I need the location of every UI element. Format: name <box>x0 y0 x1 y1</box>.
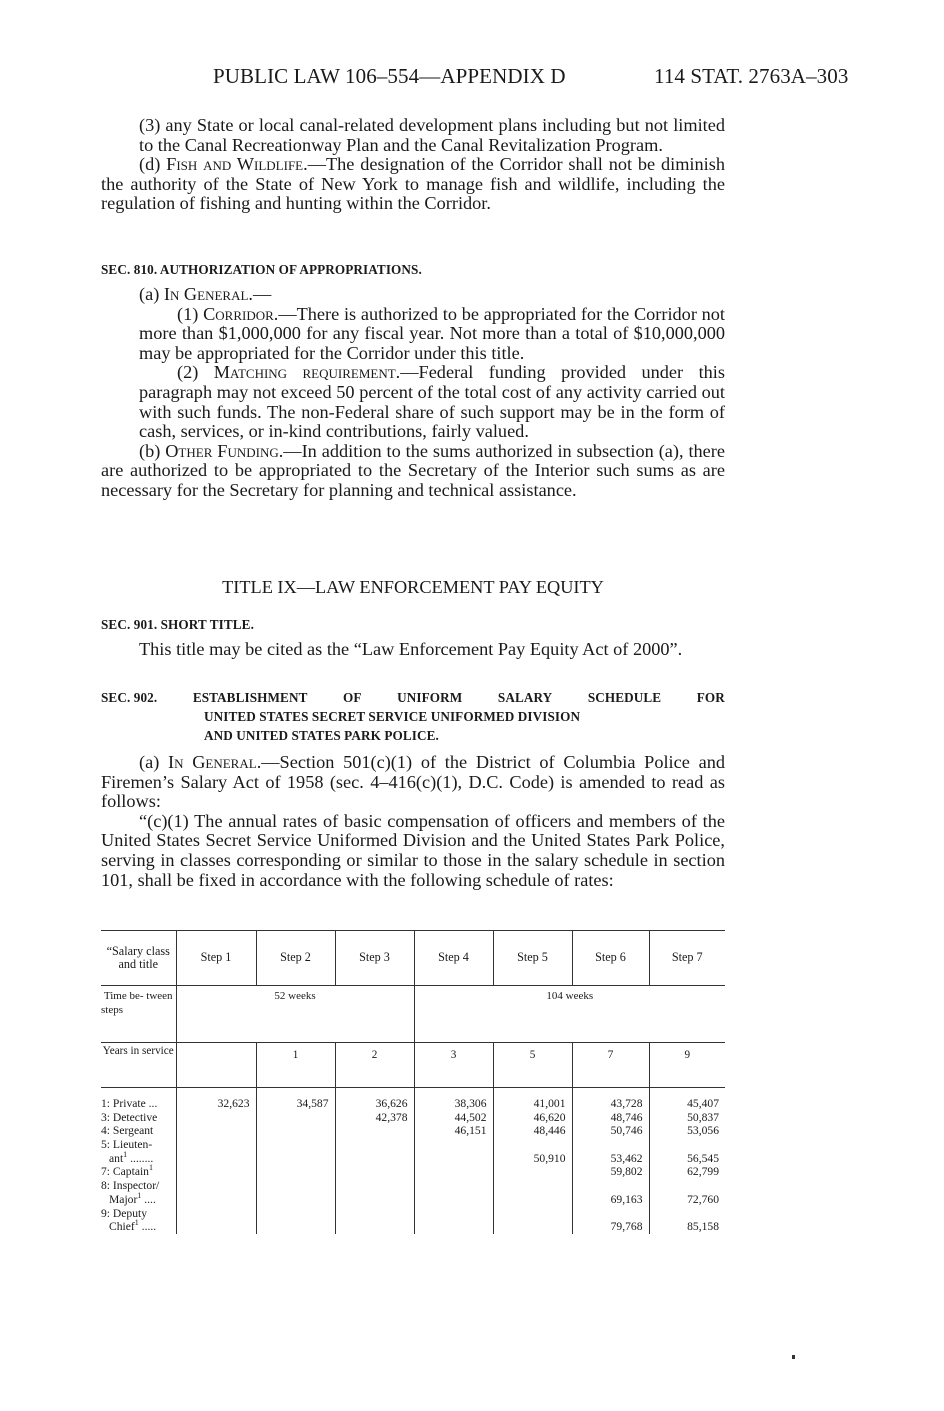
salary-cell <box>336 1220 408 1234</box>
rank-detective: 3: Detective <box>101 1110 158 1124</box>
time-span-104-weeks: 104 weeks <box>414 986 725 1043</box>
salary-cell <box>494 1193 566 1207</box>
salary-cell: 45,407 <box>687 1097 719 1110</box>
salary-cell: 43,728 <box>610 1097 643 1110</box>
footnote-marker: 1 <box>137 1190 142 1200</box>
step-6-column <box>572 1088 649 1234</box>
step-4-column <box>414 1088 493 1234</box>
years-cell: 2 <box>335 1043 414 1088</box>
rank-chief-text: Chief <box>109 1220 135 1234</box>
salary-cell <box>336 1165 408 1179</box>
salary-cell <box>336 1152 408 1166</box>
years-cell: 9 <box>649 1043 725 1088</box>
salary-cell <box>257 1193 329 1207</box>
header-step-7: Step 7 <box>649 931 725 986</box>
salary-cell <box>257 1165 329 1179</box>
salary-cell: 50,746 <box>610 1124 643 1138</box>
section-902-subsection-a <box>101 753 725 812</box>
subsection-d-heading: Fish and Wildlife <box>166 154 304 175</box>
section-902-heading-line1 <box>101 688 725 707</box>
time-between-steps-row <box>101 986 725 1043</box>
subsection-b-label: (b) <box>139 440 166 461</box>
subsection-a-heading: In General <box>163 284 249 304</box>
step-5-column <box>493 1088 572 1234</box>
salary-cell <box>177 1165 250 1179</box>
salary-cell <box>336 1193 408 1207</box>
subsection-b <box>101 442 725 501</box>
salary-cell <box>415 1165 487 1179</box>
salary-cell <box>494 1220 566 1234</box>
rank-sergeant: 4: Sergeant <box>101 1124 154 1138</box>
section-810-heading: SEC. 810. AUTHORIZATION OF APPROPRIATIONS. <box>101 262 422 277</box>
salary-cell <box>177 1193 250 1207</box>
years-in-service-label: Years in service <box>101 1043 176 1088</box>
salary-cell: 56,545 <box>687 1151 719 1165</box>
section-810-body <box>101 285 725 501</box>
salary-cell <box>177 1220 250 1234</box>
salary-cell <box>177 1111 250 1125</box>
quoted-c1-text: “(c)(1) The annual rates of basic compensation of officers and members of the United States Secret Service Uniformed Division and the United States Park Police, serving in classes corresponding or similar to those in the salary schedule in section 101, shall be fixed in accordance with the following schedule of rates: <box>101 810 725 890</box>
table-header-row <box>101 931 725 986</box>
heading-word: ESTABLISHMENT <box>192 690 308 705</box>
header-page-number: 114 STAT. 2763A–303 <box>654 64 849 88</box>
subsection-b-heading: Other Funding <box>165 440 279 461</box>
years-cell: 3 <box>414 1043 493 1088</box>
rank-lieutenant-text: ant <box>109 1151 124 1165</box>
subsection-a-text: .—Section 501(c)(1) of the District of Columbia Police and Firemen’s Salary Act of 1958 (sec. 4–416(c)(1), D.C. Code) is amended to read as follows: <box>101 752 725 812</box>
salary-cell <box>257 1152 329 1166</box>
salary-cell: 50,910 <box>533 1151 566 1165</box>
leader-dots: ........ <box>127 1151 154 1165</box>
paragraph-3-text: (3) any State or local canal-related development plans including but not limited to the Canal Recreationway Plan and the Canal Revitalization Program. <box>139 115 725 155</box>
salary-cell: 50,837 <box>687 1110 719 1124</box>
section-902-heading <box>101 688 725 745</box>
subsection-d-label: (d) <box>139 154 167 175</box>
salary-schedule-table <box>101 930 725 1234</box>
leader-dots: .... <box>141 1192 156 1206</box>
heading-word: OF <box>343 690 362 705</box>
salary-data-row <box>101 1088 725 1234</box>
step-3-column <box>335 1088 414 1234</box>
paragraph-2 <box>101 363 725 441</box>
salary-cell <box>257 1220 329 1234</box>
salary-cell: 48,746 <box>610 1110 643 1124</box>
rank-inspector-line1: 8: Inspector/ <box>101 1179 160 1193</box>
paragraph-2-heading: Matching requirement <box>213 362 396 383</box>
salary-cell: 85,158 <box>687 1220 719 1234</box>
step-2-column <box>256 1088 335 1234</box>
short-title-text: This title may be cited as the “Law Enforcement Pay Equity Act of 2000”. <box>139 639 683 659</box>
heading-word: UNIFORM <box>397 690 463 705</box>
paragraph-2-label: (2) <box>177 362 214 383</box>
years-cell: 7 <box>572 1043 649 1088</box>
paragraph-1-heading: Corridor <box>203 303 274 324</box>
header-step-5: Step 5 <box>493 931 572 986</box>
time-span-52-weeks: 52 weeks <box>176 986 414 1043</box>
salary-cell <box>177 1152 250 1166</box>
header-step-2: Step 2 <box>256 931 335 986</box>
section-809-continued <box>101 116 725 214</box>
header-step-3: Step 3 <box>335 931 414 986</box>
rank-major-text: Major <box>109 1192 138 1206</box>
footnote-marker: 1 <box>134 1218 139 1228</box>
subsection-d-text: .—The designation of the Corridor shall not be diminish the authority of the State of New York to manage fish and wildlife, including the regulation of fishing and hunting within the Corridor. <box>101 154 725 214</box>
section-902-body <box>101 753 725 890</box>
subsection-a-heading: In General <box>168 752 257 772</box>
salary-cell: 53,056 <box>687 1124 719 1138</box>
subsection-a-label: (a) <box>139 752 169 772</box>
section-902-number: SEC. 902. <box>101 690 158 705</box>
rank-captain <box>101 1165 176 1179</box>
rank-inspector-line2 <box>101 1190 176 1207</box>
salary-cell <box>336 1124 408 1138</box>
subsection-a <box>101 285 725 305</box>
salary-cell <box>257 1124 329 1138</box>
title-ix-heading: TITLE IX—LAW ENFORCEMENT PAY EQUITY <box>222 577 604 597</box>
salary-cell: 59,802 <box>610 1165 643 1179</box>
step-1-column <box>176 1088 256 1234</box>
heading-word: FOR <box>696 690 725 705</box>
rank-deputy-chief-line2 <box>101 1220 176 1234</box>
section-901-body <box>101 640 725 660</box>
leader-dots: ..... <box>138 1220 157 1234</box>
step-7-column <box>649 1088 725 1234</box>
salary-cell: 42,378 <box>375 1110 408 1124</box>
salary-cell <box>415 1220 487 1234</box>
years-cell: 1 <box>256 1043 335 1088</box>
salary-cell: 36,626 <box>375 1097 408 1110</box>
salary-cell: 34,587 <box>296 1097 329 1110</box>
header-step-6: Step 6 <box>572 931 649 986</box>
subsection-a-dash: .— <box>248 284 272 304</box>
salary-cell <box>415 1193 487 1207</box>
section-902-heading-line2: UNITED STATES SECRET SERVICE UNIFORMED DIVISION <box>204 709 581 724</box>
salary-cell: 46,620 <box>533 1110 566 1124</box>
subsection-b-text: .—In addition to the sums authorized in subsection (a), there are authorized to be appropriated to the Secretary of the Interior such sums as are necessary for the Secretary for planning and technical assistance. <box>101 440 726 500</box>
salary-cell: 53,462 <box>610 1151 643 1165</box>
years-cell: 5 <box>493 1043 572 1088</box>
salary-cell: 48,446 <box>533 1124 566 1138</box>
subsection-d <box>101 155 725 214</box>
header-step-1: Step 1 <box>176 931 256 986</box>
paragraph-1 <box>101 305 725 364</box>
time-between-steps-label: Time be- tween steps <box>101 986 176 1043</box>
rank-lieutenant-line1: 5: Lieuten- <box>101 1138 153 1152</box>
rank-deputy-chief-line1: 9: Deputy <box>101 1206 148 1220</box>
salary-cell: 41,001 <box>533 1097 566 1110</box>
salary-cell <box>494 1165 566 1179</box>
salary-cell <box>415 1152 487 1166</box>
header-title: PUBLIC LAW 106–554—APPENDIX D <box>213 64 566 88</box>
scan-speck <box>792 1355 795 1359</box>
heading-word: SCHEDULE <box>587 690 662 705</box>
salary-cell: 79,768 <box>610 1220 643 1234</box>
rank-labels-column <box>101 1088 176 1234</box>
heading-word: SALARY <box>497 690 553 705</box>
rank-private: 1: Private ... <box>101 1097 158 1110</box>
header-salary-class: “Salary class and title <box>101 931 176 986</box>
section-901-heading: SEC. 901. SHORT TITLE. <box>101 617 254 632</box>
rank-captain-text: 7: Captain <box>101 1165 149 1179</box>
salary-cell: 44,502 <box>454 1110 487 1124</box>
header-step-4: Step 4 <box>414 931 493 986</box>
salary-cell: 69,163 <box>610 1192 643 1206</box>
years-cell <box>176 1043 256 1088</box>
section-902-heading-line3: AND UNITED STATES PARK POLICE. <box>204 728 439 743</box>
salary-cell: 62,799 <box>687 1165 719 1179</box>
paragraph-1-text: .—There is authorized to be appropriated for the Corridor not more than $1,000,000 for any fiscal year. Not more than a total of $10,000,000 may be appropriated for the Corridor under this title. <box>139 303 726 363</box>
footnote-marker: 1 <box>123 1149 128 1159</box>
years-in-service-row <box>101 1043 725 1088</box>
paragraph-2-text: .—Federal funding provided under this paragraph may not exceed 50 percent of the total cost of any activity carried out with such funds. The non-Federal share of such support may be in the form of cash, services, or in-kind contributions, fairly valued. <box>139 362 725 442</box>
page-header <box>0 64 944 94</box>
rank-lieutenant-line2 <box>101 1149 176 1166</box>
paragraph-3 <box>101 116 725 155</box>
paragraph-1-label: (1) <box>177 303 204 324</box>
salary-cell: 46,151 <box>454 1124 487 1138</box>
salary-cell <box>177 1124 250 1138</box>
subsection-a-label: (a) <box>139 284 164 304</box>
salary-cell <box>257 1111 329 1125</box>
salary-cell: 32,623 <box>217 1097 250 1110</box>
salary-cell: 38,306 <box>454 1097 487 1110</box>
salary-cell: 72,760 <box>687 1192 719 1206</box>
footnote-marker: 1 <box>148 1163 153 1173</box>
